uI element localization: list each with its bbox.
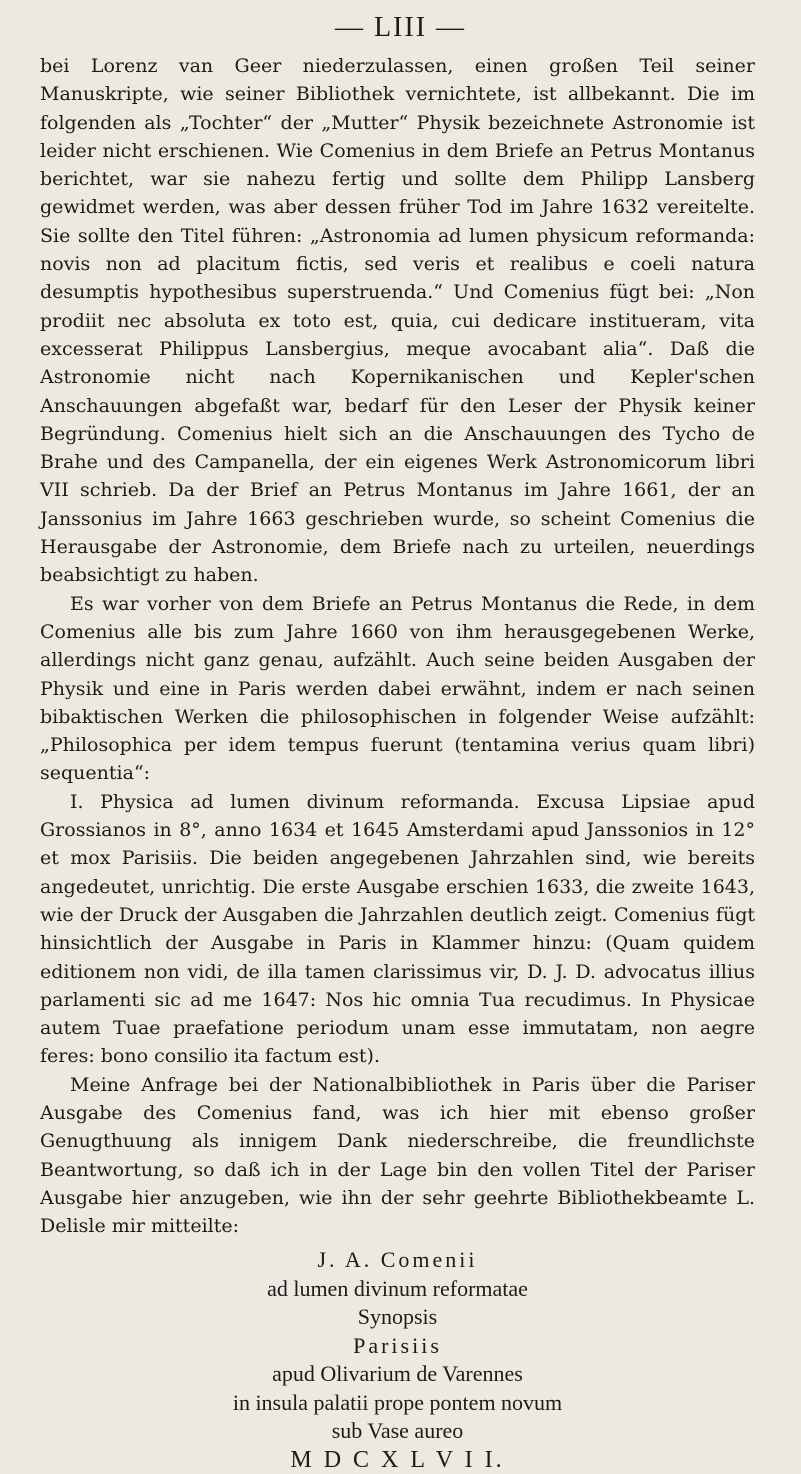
title-line-2: Synopsis bbox=[357, 1304, 438, 1330]
paragraph-3: Meine Anfrage bei der Nationalbibliothek in Paris über die Pariser Ausgabe des Comenius fand, was ich hier mit ebenso großer Genugthuung als innigem Dank niederschreibe, die freundlichste Beantwortung, so daß ich in der Lage bin den vollen Titel der Pariser Ausgabe hier anzugeben, wie ihn der sehr geehrte Bibliothekbeamte L. Delisle mir mitteilte: bbox=[40, 1073, 755, 1238]
list-item-physica: I. Physica ad lumen divinum reformanda. Excusa Lipsiae apud Grossianos in 8°, anno 1634 et 1645 Amsterdami apud Janssonios in 12° et mox Parisiis. Die beiden angegebenen Jahrzahlen sind, wie bereits angedeutet, unrichtig. Die erste Ausgabe erschien 1633, die zweite 1643, wie der Druck der Ausgaben die Jahrzahlen deutlich zeigt. Comenius fügt hinsichtlich der Ausgabe in Paris in Klammer hinzu: (Quam quidem editionem non vidi, de illa tamen clarissimus vir, D. J. D. advocatus illius parlamenti sic ad me 1647: Nos hic omnia Tua recudimus. In Physicae autem Tuae praefatione periodum unam esse immutatam, non aegre feres: bono consilio ita factum est). bbox=[40, 790, 755, 1068]
title-author: J. A. Comenii bbox=[317, 1247, 478, 1273]
title-line-1: ad lumen divinum reformatae bbox=[267, 1275, 528, 1301]
paragraph-2: Es war vorher von dem Briefe an Petrus Montanus die Rede, in dem Comenius alle bis zum Jahre 1660 von ihm herausgegebenen Werke, allerdings nicht ganz genau, aufzählt. Auch seine beiden Ausgaben der Physik und eine in Paris werden dabei erwähnt, indem er nach seinen bibaktischen Werken die philosophischen in folgender Weise aufzählt: „Philosophica per idem tempus fuerunt (tentamina verius quam libri) sequentia“: bbox=[40, 592, 755, 785]
title-block bbox=[40, 1246, 755, 1474]
title-line-5: sub Vase aureo bbox=[331, 1418, 464, 1444]
paragraph-1: bei Lorenz van Geer niederzulassen, einen großen Teil seiner Manuskripte, wie seiner Bibliothek vernichtete, ist allbekannt. Die im folgenden als „Tochter“ der „Mutter“ Physik bezeichnete Astronomie ist leider nicht erschienen. Wie Comenius in dem Briefe an Petrus Montanus berichtet, war sie nahezu fertig und sollte dem Philipp Lansberg gewidmet werden, was aber dessen früher Tod im Jahre 1632 vereitelte. Sie sollte den Titel führen: „Astronomia ad lumen physicum reformanda: novis non ad placitum fictis, sed veris et realibus e coeli natura desumptis hypothesibus superstruenda.“ Und Comenius fügt bei: „Non prodiit nec absoluta ex toto est, quia, cui dedicare institueram, vita excesserat Philippus Lansbergius, meque avocabant alia“. Daß die Astronomie nicht nach Kopernikanischen und Kepler'schen Anschauungen abgefaßt war, bedarf für den Leser der Physik keiner Begründung. Comenius hielt sich an die Anschauungen des Tycho de Brahe und des Campanella, der ein eigenes Werk Astronomicorum libri VII schrieb. Da der Brief an Petrus Montanus im Jahre 1661, der an Janssonius im Jahre 1663 geschrieben wurde, so scheint Comenius die Herausgabe der Astronomie, dem Briefe nach zu urteilen, neuerdings beabsichtigt zu haben. bbox=[40, 55, 755, 587]
title-date: M D C X L V I I. bbox=[290, 1446, 505, 1473]
title-line-4: in insula palatii prope pontem novum bbox=[232, 1389, 563, 1415]
title-line-3: apud Olivarium de Varennes bbox=[272, 1361, 523, 1387]
title-place: Parisiis bbox=[353, 1332, 442, 1358]
page-number: — LIII — bbox=[334, 12, 467, 43]
main-text bbox=[40, 52, 755, 1474]
